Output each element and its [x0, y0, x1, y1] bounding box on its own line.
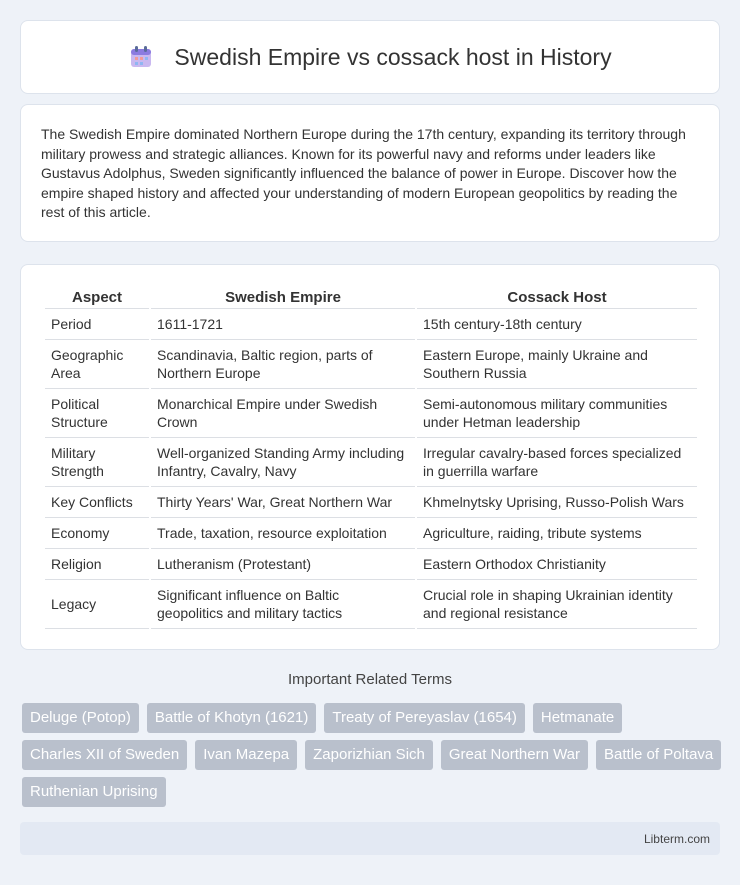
header-cossack-host: Cossack Host: [417, 283, 697, 309]
term-tag[interactable]: Hetmanate: [533, 703, 622, 733]
table-row: [45, 438, 697, 487]
page-title: Swedish Empire vs cossack host in History: [174, 43, 612, 70]
term-tag[interactable]: Battle of Khotyn (1621): [147, 703, 316, 733]
row-aspect: Religion: [45, 549, 149, 580]
row-cossack-host: Khmelnytsky Uprising, Russo-Polish Wars: [417, 487, 697, 518]
table-row: [45, 309, 697, 340]
related-terms-title: Important Related Terms: [288, 671, 452, 688]
row-cossack-host: 15th century-18th century: [417, 309, 697, 340]
table-row: [45, 518, 697, 549]
table-row: [45, 549, 697, 580]
term-tag[interactable]: Battle of Poltava: [596, 740, 721, 770]
term-tag[interactable]: Zaporizhian Sich: [305, 740, 433, 770]
row-cossack-host: Eastern Orthodox Christianity: [417, 549, 697, 580]
row-swedish-empire: 1611-1721: [151, 309, 415, 340]
footer: [20, 822, 720, 855]
term-tag[interactable]: Great Northern War: [441, 740, 588, 770]
related-terms-list: [22, 703, 722, 807]
row-aspect: Key Conflicts: [45, 487, 149, 518]
table-row: [45, 389, 697, 438]
footer-site-link[interactable]: Libterm.com: [643, 831, 710, 846]
row-aspect: Geographic Area: [45, 340, 149, 389]
header-card: [20, 20, 720, 94]
row-swedish-empire: Scandinavia, Baltic region, parts of Northern Europe: [151, 340, 415, 389]
term-tag[interactable]: Ruthenian Uprising: [22, 777, 166, 807]
row-aspect: Military Strength: [45, 438, 149, 487]
row-swedish-empire: Trade, taxation, resource exploitation: [151, 518, 415, 549]
row-aspect: Period: [45, 309, 149, 340]
intro-text: The Swedish Empire dominated Northern Europe during the 17th century, expanding its territory through military prowess and strategic alliances. Known for its powerful navy and reforms under leaders like Gustavus Adolphus, Sweden significantly influenced the balance of power in Europe. Discover how the empire shaped history and affected your understanding of modern European geopolitics by reading the rest of this article.: [41, 126, 686, 221]
row-aspect: Political Structure: [45, 389, 149, 438]
header-aspect: Aspect: [45, 283, 149, 309]
table-header-row: [45, 283, 697, 309]
row-swedish-empire: Well-organized Standing Army including Infantry, Cavalry, Navy: [151, 438, 415, 487]
row-swedish-empire: Thirty Years' War, Great Northern War: [151, 487, 415, 518]
table-row: [45, 487, 697, 518]
table-row: [45, 580, 697, 629]
row-swedish-empire: Significant influence on Baltic geopolitics and military tactics: [151, 580, 415, 629]
row-swedish-empire: Monarchical Empire under Swedish Crown: [151, 389, 415, 438]
comparison-table: [43, 283, 699, 629]
row-aspect: Legacy: [45, 580, 149, 629]
row-swedish-empire: Lutheranism (Protestant): [151, 549, 415, 580]
term-tag[interactable]: Ivan Mazepa: [195, 740, 297, 770]
term-tag[interactable]: Charles XII of Sweden: [22, 740, 187, 770]
row-cossack-host: Semi-autonomous military communities under Hetman leadership: [417, 389, 697, 438]
row-cossack-host: Agriculture, raiding, tribute systems: [417, 518, 697, 549]
intro-card: [20, 104, 720, 242]
term-tag[interactable]: Treaty of Pereyaslav (1654): [324, 703, 525, 733]
table-row: [45, 340, 697, 389]
row-cossack-host: Crucial role in shaping Ukrainian identity and regional resistance: [417, 580, 697, 629]
row-cossack-host: Eastern Europe, mainly Ukraine and Southern Russia: [417, 340, 697, 389]
row-cossack-host: Irregular cavalry-based forces specialized in guerrilla warfare: [417, 438, 697, 487]
comparison-table-card: [20, 264, 720, 650]
calendar-icon: [128, 44, 154, 70]
row-aspect: Economy: [45, 518, 149, 549]
term-tag[interactable]: Deluge (Potop): [22, 703, 139, 733]
header-swedish-empire: Swedish Empire: [151, 283, 415, 309]
